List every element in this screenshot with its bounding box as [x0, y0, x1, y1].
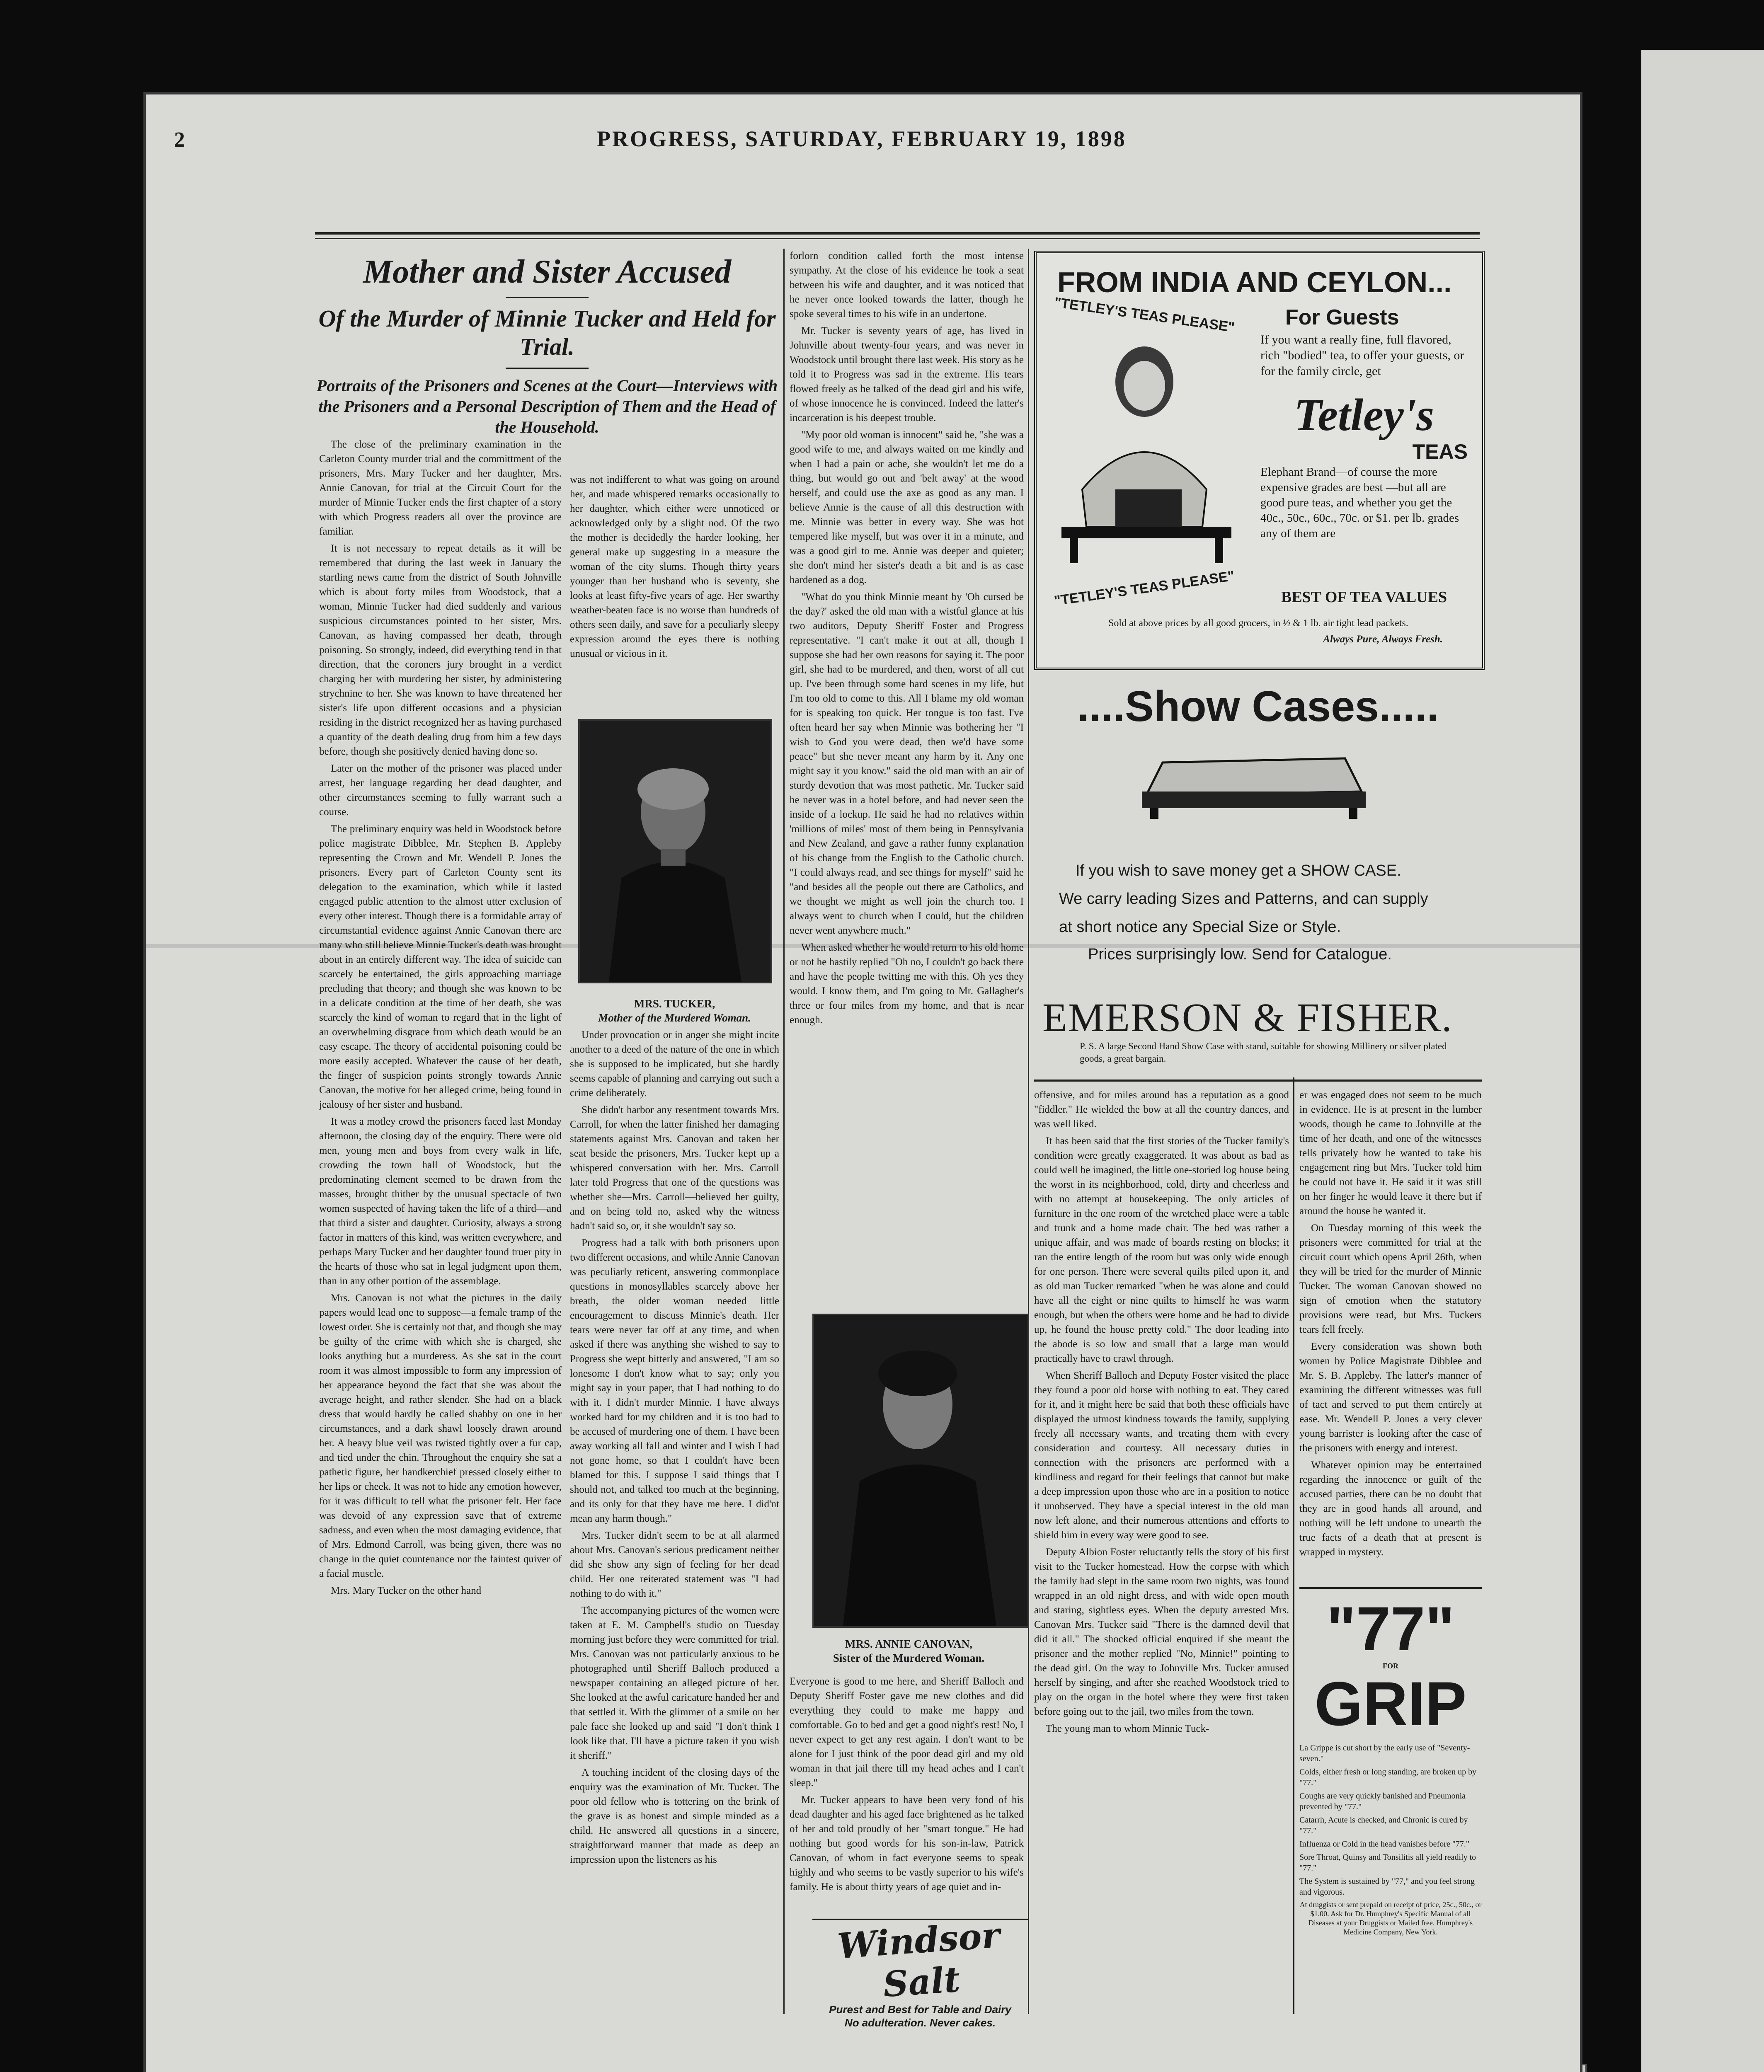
tetley-tea-ad	[1034, 251, 1485, 670]
headline-block	[315, 254, 779, 436]
show-case-illustration	[1129, 746, 1378, 821]
tetley-best: BEST OF TEA VALUES	[1281, 588, 1447, 606]
showcases-firm: EMERSON & FISHER.	[1042, 995, 1453, 1040]
paragraph: Mrs. Tucker didn't seem to be at all alarmed about Mrs. Canovan's serious predicament neither did she show any sign of feeling for her dead child. Her one reiterated statement was "I had nothing to do with it."	[570, 1530, 779, 1599]
article-column-4	[1034, 1088, 1289, 2016]
headline-divider	[506, 297, 589, 298]
grip-line: La Grippe is cut short by the early use of "Seventy-seven."	[1299, 1743, 1470, 1763]
paragraph: Mr. Tucker appears to have been very fond of his dead daughter and his aged face brightened as he talked of her and told proudly of her "smart tongue." He had nothing but good words for his son-in-law, Patrick Canovan, of whom in fact everyone seems to speak highly and who seems to be vastly superior to his wife's family. He is about thirty years of age quiet and in-	[790, 1794, 1024, 1893]
windsor-salt-ad	[812, 1914, 1028, 2029]
portrait-caption-canovan	[790, 1637, 1028, 1665]
paragraph: Later on the mother of the prisoner was placed under arrest, her language regarding her dead daughter, and other circumstances seeming to fully warrant such a course.	[319, 763, 562, 818]
paragraph: Mrs. Canovan is not what the pictures in the daily papers would lead one to suppose—a female tramp of the lowest order. She is certainly not that, and though she may be guilty of the crime with which she is charged, she looks anything but a murderess. As she sat in the court room it was almost impossible to form any impression of her appearance beyond the fact that she was about the average height, and rather slender. She had on a black dress that would hardly be called shabby on one in her circumstances, and a dark shawl loosely drawn around her. A heavy blue veil was twisted tightly over a fur cap, and tied under the chin. Throughout the enquiry she sat a pathetic figure, her handkerchief pressed closely either to her lips or cheek. It was not to hide any emotion however, for it was difficult to tell what the prisoner felt. Her face was devoid of any expression save that of extreme sadness, and even when the most damaging evidence, that of Mrs. Edmond Carroll, was being given, there was no change in the quiet countenance nor the faintest quiver of a facial muscle.	[319, 1293, 562, 1579]
grip-number: "77"	[1326, 1594, 1455, 1663]
article-column-2-bottom	[570, 1028, 779, 2016]
showcases-line-1: If you wish to save money get a SHOW CASE.	[1076, 862, 1401, 879]
grip-line: Sore Throat, Quinsy and Tonsilitis all yield readily to "77."	[1299, 1853, 1476, 1873]
paragraph: Deputy Albion Foster reluctantly tells the story of his first visit to the Tucker homestead. How the corpse with which the family had slept in the same room two nights, was found wrapped in an old night dress, and with wide open mouth and staring, sightless eyes. When the deputy arrested Mrs. Canovan Mrs. Tucker said "There is the damned devil that did it all." The shocked official enquired if she meant the prisoner and the mother replied "No, Minnie!" pointing to the dead girl. On the way to Johnville Mrs. Tucker amused herself by singing, and after she reached Woodstock tried to play on the organ in the hotel where they were first taken before going out to the jail, two miles from the town.	[1034, 1547, 1289, 1717]
article-column-5	[1299, 1088, 1482, 1577]
paragraph: She didn't harbor any resentment towards Mrs. Carroll, for when the latter finished her damaging statements against Mrs. Canovan and taken her seat beside the prisoners, Mrs. Tucker kept up a whispered conversation with her. Mrs. Carroll later told Progress that one of the questions was whether she—Mrs. Carroll—believed her guilty, and on being told no, asked why the witness hadn't said so, or, it she wouldn't say so.	[570, 1104, 779, 1232]
column-rule	[1293, 1077, 1294, 2014]
tetley-brand: Tetley's	[1294, 390, 1434, 440]
masthead-rule-2	[315, 238, 1480, 239]
paragraph: Mrs. Mary Tucker on the other hand	[331, 1585, 482, 1596]
article-column-1	[319, 437, 562, 2016]
grip-line: The System is sustained by "77," and you feel strong and vigorous.	[1299, 1877, 1475, 1897]
paragraph: When Sheriff Balloch and Deputy Foster visited the place they found a poor old horse with nothing to eat. They cared for it, and it might here be said that both these officials have displayed the utmost kindness towards the family, supplying freely all necessary wants, and treating them with every consideration and courtesy. All necessary duties in connection with the prisoners are performed with a kindliness and regard for their feelings that cannot but make a deep impression upon those who are in a position to notice it unobserved. They have a special interest in the old man now left alone, and their numerous attentions and efforts to shield him in every way were good to see.	[1034, 1370, 1289, 1541]
ad-divider	[1034, 1080, 1482, 1082]
tetley-body: If you want a really fine, full flavored, rich "bodied" tea, to offer your guests, or for the family circle, get	[1260, 333, 1464, 378]
grip-line: Influenza or Cold in the head vanishes before "77."	[1299, 1840, 1470, 1849]
paragraph: It was a motley crowd the prisoners faced last Monday afternoon, the closing day of the enquiry. There were old men, young men and boys from every walk in life, crowding the town hall of Woodstock, but the predominating element seemed to be drawn from the masses, brought thither by the unusual spectacle of two women suspected of having taken the life of a third—and that third a sister and daughter. Curiosity, always a strong factor in matters of this kind, was written everywhere, and perhaps Mary Tucker and her daughter found truer pity in the hearts of those who sat in legal judgment upon them, than in any other portion of the assemblage.	[319, 1116, 562, 1287]
column-rule	[783, 249, 785, 2014]
showcases-headline: ....Show Cases.....	[1077, 683, 1439, 731]
paragraph: On Tuesday morning of this week the prisoners were committed for trial at the circuit court which opens April 26th, when they will be tried for the murder of Minnie Tucker. The woman Canovan showed no sign of emotion when the statutory provisions were read, but Mrs. Tuckers tears fell freely.	[1299, 1222, 1482, 1335]
showcases-line-2: We carry leading Sizes and Patterns, and can supply	[1059, 890, 1428, 908]
show-cases-ad	[1034, 680, 1482, 1069]
caption-description: Sister of the Murdered Woman.	[833, 1652, 985, 1664]
article-column-3-bottom	[790, 1674, 1024, 1906]
article-column-2-top	[570, 472, 779, 704]
tetley-tagline: Always Pure, Always Fresh.	[1323, 634, 1443, 645]
article-column-3-top	[790, 249, 1024, 1297]
grip-line: At druggists or sent prepaid on receipt of price, 25c., 50c., or $1.00. Ask for Dr. Humphrey's Specific Manual of all Diseases at your Druggists or Mailed free. Humphrey's Medicine Company, New York.	[1299, 1900, 1482, 1936]
paragraph: The accompanying pictures of the women were taken at E. M. Campbell's studio on Tuesday morning just before they were committed for trial. Mrs. Canovan was not particularly anxious to be photographed until Sheriff Balloch produced a newspaper containing an alleged picture of her. She looked at the awful caricature handed her and that settled it. With the glimmer of a smile on her pale face she looked up and said "I don't think I look like that. I'll have a picture taken if you wish it sheriff."	[570, 1605, 779, 1761]
paragraph: forlorn condition called forth the most intense sympathy. At the close of his evidence he took a seat between his wife and daughter, and it was noticed that he never once looked towards the latter, though he spoke several times to his wife in an undertone.	[790, 250, 1024, 320]
caption-name: MRS. TUCKER,	[634, 997, 715, 1010]
paragraph: The preliminary enquiry was held in Woodstock before police magistrate Dibblee, Mr. Stephen B. Appleby representing the Crown and Mr. Wendell P. Jones the prisoners. Every part of Carleton County sent its delegation to the examination, which while it lasted engaged public attention to the almost utter exclusion of every other interest. Though there is a formidable array of circumstantial evidence against Annie Canovan there are many who still believe Minnie Tucker's death was brought about in an entirely different way. The idea of suicide can scarcely be entertained, the girls approaching marriage precluding that theory; and though she was known to be in a delicate condition at the time of her death, she was scarcely the kind of woman to regard that in the light of an overwhelming disgrace from which death would be an easy escape. The theory of accidental poisoning could be more easily accepted. Whatever the cause of her death, the finger of suspicion points strongly towards Annie Canovan, the motive for her alleged crime, being found in jealousy of her sister and husband.	[319, 823, 562, 1110]
tetley-arc-bottom: "TETLEY'S TEAS PLEASE"	[1053, 568, 1236, 609]
paragraph: It is not necessary to repeat details as it will be remembered that during the last week in January the startling news came from the district of South Johnville which is about forty miles from Woodstock, that a woman, Minnie Tucker had died suddenly and various suspicious circumstances pointed to her sister, Mrs. Canovan, as having compassed her death, through poisoning. So strongly, indeed, did everything tend in that direction, that the coroners jury brought in a verdict charging her with murdering her sister, by administering strychnine to her. She was known to have threatened her sister's life upon different occasions and a physician residing in the district recognized her as having purchased a quantity of the death dealing drug from him a few days before, though she positively denied having done so.	[319, 543, 562, 757]
masthead-rule	[315, 232, 1480, 235]
subheadline: Of the Murder of Minnie Tucker and Held for Trial.	[318, 305, 776, 360]
showcases-ps: P. S. A large Second Hand Show Case with stand, suitable for showing Millinery or silver plated goods, a great bargain.	[1080, 1041, 1447, 1064]
showcases-line-3: at short notice any Special Size or Style.	[1059, 918, 1341, 936]
windsor-tagline: Purest and Best for Table and Dairy	[829, 2003, 1011, 2016]
tetley-for-guests: For Guests	[1285, 305, 1399, 329]
grip-77-ad	[1299, 1595, 1482, 2014]
tea-lady-illustration	[1053, 332, 1240, 564]
grip-word: GRIP	[1314, 1669, 1467, 1738]
headline: Mother and Sister Accused	[363, 254, 732, 290]
tetley-sold: Sold at above prices by all good grocers, in ½ & 1 lb. air tight lead packets.	[1108, 618, 1408, 629]
windsor-brand: Windsor Salt	[836, 1914, 1001, 2005]
grip-line: Coughs are very quickly banished and Pneumonia prevented by "77."	[1299, 1791, 1466, 1811]
showcases-line-4: Prices surprisingly low. Send for Catalogue.	[1088, 946, 1392, 963]
paragraph: was not indifferent to what was going on around her, and made whispered remarks occasionally to her daughter, which either were unnoticed or acknowledged only by a slight nod. Of the two the mother is decidedly the harder looking, her general make up suggesting in a measure the woman of the city slums. Though thirty years younger than her husband who is seventy, she looks at least fifty-five years of age. Her swarthy weather-beaten face is no worse than hundreds of others seen daily, and save for a peculiarly sleepy expression around the eyes there is nothing unusual or vicious in it.	[570, 474, 779, 659]
adjacent-page-edge	[1641, 50, 1764, 2072]
paragraph: "My poor old woman is innocent" said he, "she was a good wife to me, and always waited on me kindly and when I had a pain or ache, she wouldn't let me do a thing, but would go out and 'belt away' at the wood herself, and could use the axe as good as any man. I believe Annie is the cause of all this destruction with me. Minnie was better in every way. She was hot tempered like myself, but was over it in a minute, and was a good girl to me. Annie was deeper and quieter; she don't mind her sister's death a bit and is as case hardened as a dog.	[790, 429, 1024, 586]
tetley-arc-top: "TETLEY'S TEAS PLEASE"	[1053, 294, 1236, 336]
subheadline-divider	[506, 368, 589, 369]
tetley-teas: TEAS	[1412, 440, 1468, 463]
masthead-title: PROGRESS, SATURDAY, FEBRUARY 19, 1898	[597, 126, 1127, 151]
paragraph: A touching incident of the closing days of the enquiry was the examination of Mr. Tucker. The poor old fellow who is tottering on the brink of the grave is as honest and simple minded as a child. He answered all questions in a sincere, straightforward manner that made as deep an impression upon the listeners as his	[570, 1767, 779, 1865]
paragraph: Progress had a talk with both prisoners upon two different occasions, and while Annie Canovan was peculiarly reticent, answering commonplace questions in monosyllables scarcely above her breath, the older woman needed little encouragement to discuss Minnie's death. Her tears were never far off at any time, and when asked if there was anything she wished to say to Progress she wept bitterly and answered, "I am so lonesome I don't know what to say; only you might say in your paper, that I had nothing to do with it. I didn't murder Minnie. I have always worked hard for my children and it is too bad to be accused of murdering one of them. I have been away working all fall and winter and I wish I had not gone home, so that I couldn't have been blamed for this. I suppose I said things that I should not, and talked too much at the beginning, and its only for that they have me here. I did'nt mean any harm though."	[570, 1237, 779, 1524]
paragraph: offensive, and for miles around has a reputation as a good "fiddler." He wielded the bow at all the country dances, and was well liked.	[1034, 1089, 1289, 1130]
paragraph: The young man to whom Minnie Tuck-	[1046, 1723, 1209, 1734]
portrait-mrs-canovan	[812, 1314, 1029, 1628]
caption-description: Mother of the Murdered Woman.	[598, 1012, 751, 1024]
portrait-image	[580, 721, 771, 982]
portrait-caption-tucker	[570, 997, 779, 1025]
paragraph: Whatever opinion may be entertained regarding the innocence or guilt of the accused parties, there can be no doubt that they are in good hands all around, and nothing will be left undone to unearth the true facts of a death that at present is wrapped in mystery.	[1299, 1460, 1482, 1558]
tetley-headline: FROM INDIA AND CEYLON...	[1057, 266, 1452, 298]
paragraph: "What do you think Minnie meant by 'Oh cursed be the day?' asked the old man with a wistful glance at his two auditors, Deputy Sheriff Foster and Progress representative. "I can't make it out at all, though I suppose she had her own reasons for saying it. The poor girl, she had to be murdered, and then, worst of all cut up. I've been through some hard scenes in my life, but I'm too old to come to this. All I blame my old woman for is speaking too quick. Her tongue is too fast. I've often heard her say when Minnie was bothering her "I wish to God you were dead, then we'd have some peace" but she never meant any harm by it. Any one might say it you know." said the old man with an air of sturdy devotion that was most pathetic. Mr. Tucker said he never was in a hotel before, and had never seen the inside of a lockup. He said he had no relatives within 'millions of miles' most of them being in Pennsylvania and New Zealand, and gave a rather funny explanation of his change from the English to the Catholic church. "I could always read, and see things for myself" said he "and besides all the people out there are Catholics, and we thought we might as well join the church too. I always went to church when I could, but the children never went anywhere much."	[790, 591, 1024, 936]
column-rule	[1028, 249, 1029, 2014]
page-number: 2	[174, 128, 185, 152]
portrait-image	[814, 1315, 1027, 1626]
paragraph: Mr. Tucker is seventy years of age, has lived in Johnville about twenty-four years, and was never in Woodstock until brought there last week. His story as he told it to Progress was sad in the extreme. His tears flowed freely as he talked of the dead girl and his wife, of whose innocence he is convinced. Indeed the latter's incarceration is his deepest trouble.	[790, 325, 1024, 424]
windsor-tagline-2: No adulteration. Never cakes.	[844, 2016, 996, 2029]
paragraph: er was engaged does not seem to be much in evidence. He is at present in the lumber woods, though he came to Johnville at the time of her death, and one of the witnesses tells privately how he wanted to take his engagement ring but Mrs. Tucker told him he could not have it. He said it it was still on her finger he would leave it there but if around the house he wanted it.	[1299, 1089, 1482, 1217]
grip-for: FOR	[1383, 1662, 1398, 1670]
paragraph: When asked whether he would return to his old home or not he hastily replied "Oh no, I couldn't go back there and have the people twitting me with this. Oh yes they would. I know them, and I'm going to Mr. Gallagher's three or four miles from my home, and that is near enough.	[790, 942, 1024, 1026]
portrait-mrs-tucker	[578, 719, 772, 983]
grip-line: Catarrh, Acute is checked, and Chronic is cured by "77."	[1299, 1815, 1468, 1835]
grip-line: Colds, either fresh or long standing, are broken up by "77."	[1299, 1767, 1477, 1787]
masthead	[174, 124, 1476, 153]
paragraph: Everyone is good to me here, and Sheriff Balloch and Deputy Sheriff Foster gave me new clothes and did everything they could to make me happy and comfortable. Go to bed and get a good night's rest! No, I never expect to get any rest again. I don't want to be alone for I just think of the poor dead girl and my old woman in that jail there till my head aches and I can't sleep."	[790, 1676, 1024, 1789]
paragraph: It has been said that the first stories of the Tucker family's condition were greatly exaggerated. It was about as bad as could well be imagined, the little one-storied log house being the worst in its neighborhood, cold, dirty and cheerless and with no attempt at housekeeping. The only articles of furniture in the one room of the wretched place were a table and trunk and a home made chair. The bed was rather a unique affair, and was made of boards resting on blocks; it ran the entire length of the room but was only wide enough for one person. There were several quilts piled upon it, and as old man Tucker remarked "when he was alone and could have all the eight or nine quilts to himself he was warm enough, but when the others were home and he had to divide up, he found the house pretty cold." The door leading into the abode is so low and small that a large man would practically have to crawl through.	[1034, 1135, 1289, 1364]
tetley-elephant: Elephant Brand—of course the more expensive grades are best —but all are good pure teas, and whether you get the 40c., 50c., 60c., 70c. or $1. per lb. grades any of them are	[1260, 465, 1459, 540]
paragraph: Every consideration was shown both women by Police Magistrate Dibblee and Mr. S. B. Appleby. The latter's manner of examining the different witnesses was full of tact and served to put them entirely at ease. Mr. Wendell P. Jones a very clever young barrister is looking after the case of the prisoners with energy and interest.	[1299, 1341, 1482, 1454]
ad-divider	[1299, 1587, 1482, 1589]
deck: Portraits of the Prisoners and Scenes at the Court—Interviews with the Prisoners and a Personal Description of Them and the Head of the Household.	[316, 376, 778, 436]
paragraph: The close of the preliminary examination in the Carleton County murder trial and the committment of the prisoners, Mrs. Mary Tucker and her daughter, Mrs. Annie Canovan, for trial at the Circuit Court for the murder of Minnie Tucker ends the first chapter of a story with which Progress readers all over the province are familiar.	[319, 439, 562, 537]
caption-name: MRS. ANNIE CANOVAN,	[845, 1638, 973, 1650]
paragraph: Under provocation or in anger she might incite another to a deed of the nature of the one in which she is supposed to be implicated, but she hardly seems capable of planning and carrying out such a crime deliberately.	[570, 1029, 779, 1099]
